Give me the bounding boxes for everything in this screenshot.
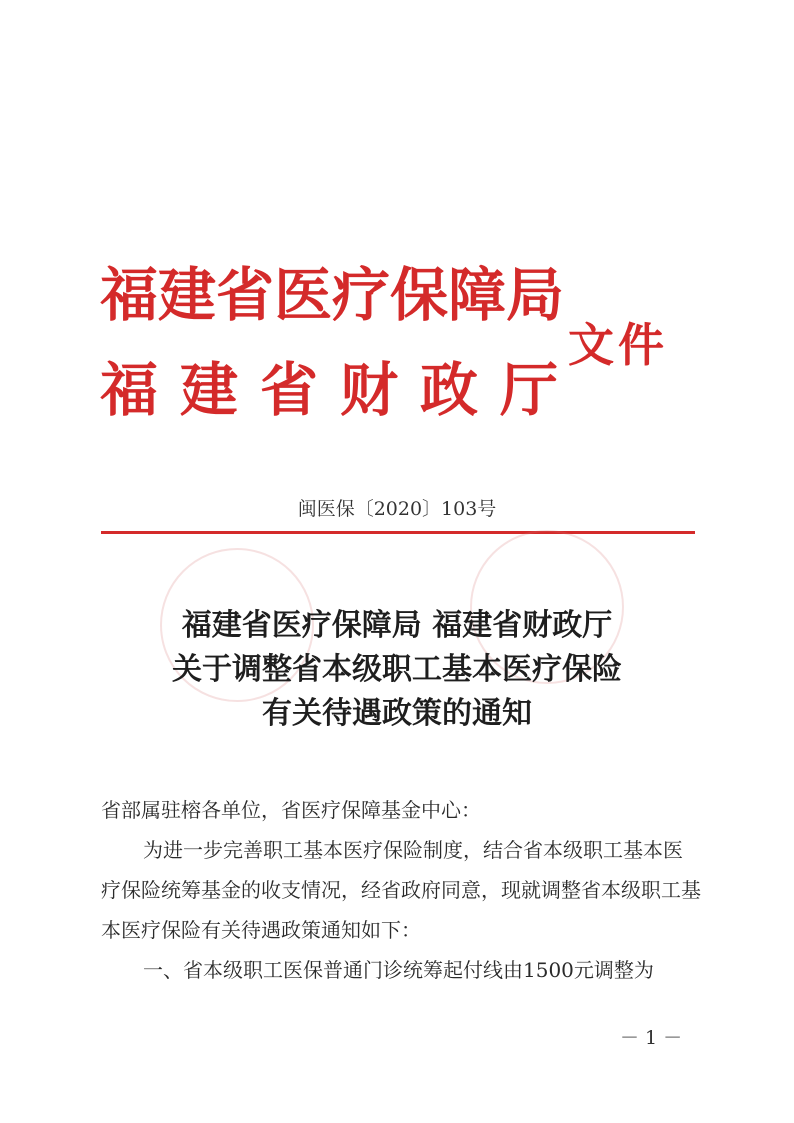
document-suffix: 文件 <box>568 318 668 372</box>
issuer-name-1: 福建省医疗保障局 <box>100 261 565 329</box>
document-title <box>0 604 794 736</box>
document-header <box>100 262 700 432</box>
page-number: － 1 － <box>620 1027 683 1049</box>
document-body <box>101 790 701 990</box>
issuer-name-2: 福建省财政厅 <box>100 356 581 424</box>
body-paragraph-2: 一、省本级职工医保普通门诊统筹起付线由1500元调整为 <box>143 958 654 982</box>
document-number: 闽医保〔2020〕103号 <box>297 498 497 520</box>
title-line-2: 关于调整省本级职工基本医疗保险 <box>172 652 622 687</box>
red-divider-line <box>101 531 695 534</box>
salutation: 省部属驻榕各单位，省医疗保障基金中心： <box>101 798 481 822</box>
title-line-3: 有关待遇政策的通知 <box>262 696 532 731</box>
body-paragraph-1: 为进一步完善职工基本医疗保险制度，结合省本级职工基本医疗保险统筹基金的收支情况，经省政府同意，现就调整省本级职工基本医疗保险有关待遇政策通知如下： <box>101 838 701 942</box>
title-line-1: 福建省医疗保障局 福建省财政厅 <box>181 608 613 643</box>
